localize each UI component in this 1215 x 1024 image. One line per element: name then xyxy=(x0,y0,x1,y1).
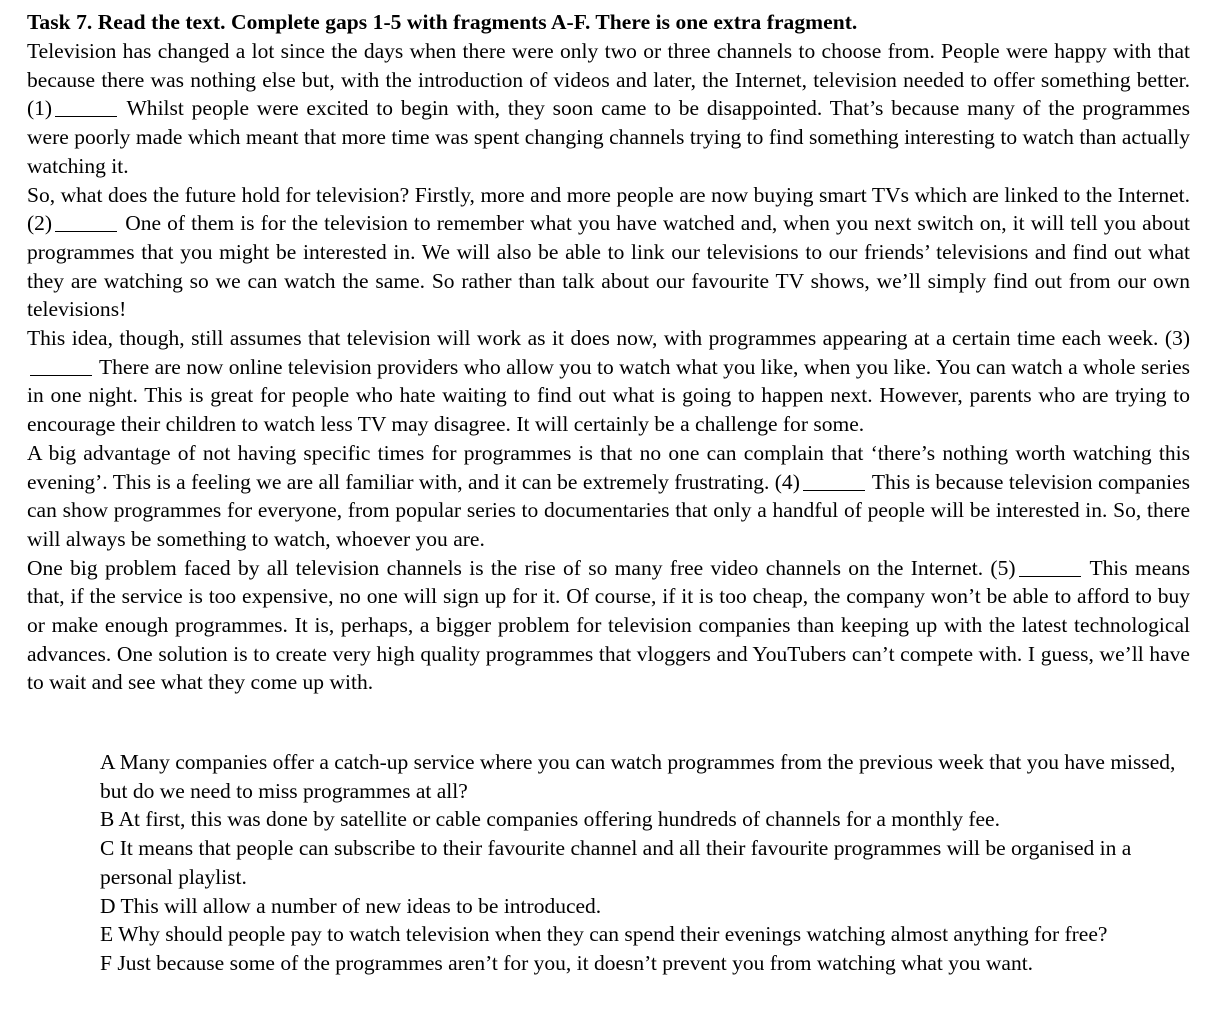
paragraph-5-text-after-gap: This means that, if the service is too expensive, no one will sign up for it. Of course, if it is too cheap, the company won’t be able to afford to buy or make enough programmes. It is, perhaps, a bigger problem for television companies than keeping up with the latest technological advances. One solution is to create very high quality programmes that vloggers and YouTubers can’t compete with. I guess, we’ll have to wait and see what they come up with. xyxy=(27,555,1191,695)
passage-paragraph-4 xyxy=(27,439,1190,554)
passage-paragraph-1 xyxy=(27,37,1190,181)
reading-passage xyxy=(27,37,1190,697)
fragment-option-a[interactable]: A Many companies offer a catch-up service where you can watch programmes from the previous week that you have missed, but do we need to miss programmes at all? xyxy=(100,750,1176,803)
paragraph-2-text-before-gap: So, what does the future hold for television? Firstly, more and more people are now buying smart TVs which are linked to the Internet. (2) xyxy=(27,182,1190,236)
gap-blank-1[interactable] xyxy=(55,116,117,117)
paragraph-3-text-before-gap: This idea, though, still assumes that television will work as it does now, with programmes appearing at a certain time each week. (3) xyxy=(27,326,1190,351)
fragment-option-e[interactable]: E Why should people pay to watch television when they can spend their evenings watching almost anything for free? xyxy=(100,922,1108,947)
gap-blank-2[interactable] xyxy=(55,231,117,232)
page-title: Task 7. Read the text. Complete gaps 1-5 with fragments A-F. There is one extra fragment. xyxy=(27,10,858,34)
fragment-options-list xyxy=(100,748,1190,978)
paragraph-5-text-before-gap: One big problem faced by all television channels is the rise of so many free video channels on the Internet. (5) xyxy=(27,555,1016,580)
fragment-option-c[interactable]: C It means that people can subscribe to their favourite channel and all their favourite programmes will be organised in a personal playlist. xyxy=(100,836,1132,889)
paragraph-4-text-after-gap: This is because television companies can show programmes for everyone, from popular series to documentaries that only a handful of people will be interested in. So, there will always be something to watch, whoever you are. xyxy=(27,469,1191,551)
paragraph-4-text-before-gap: A big advantage of not having specific times for programmes is that no one can complain that ‘there’s nothing worth watching this evening’. This is a feeling we are all familiar with, and it can be extremely frustrating. (4) xyxy=(27,440,1190,494)
fragment-option-b[interactable]: B At first, this was done by satellite or cable companies offering hundreds of channels for a monthly fee. xyxy=(100,807,1000,832)
passage-paragraph-5 xyxy=(27,554,1190,698)
fragment-option-f[interactable]: F Just because some of the programmes aren’t for you, it doesn’t prevent you from watching what you want. xyxy=(100,950,1034,975)
paragraph-2-text-after-gap: One of them is for the television to remember what you have watched and, when you next switch on, it will tell you about programmes that you might be interested in. We will also be able to link our televisions to our friends’ televisions and find out what they are watching so we can watch the same. So rather than talk about our favourite TV shows, we’ll simply find out from our own televisions! xyxy=(27,211,1190,322)
paragraph-1-text-after-gap: Whilst people were excited to begin with, they soon came to be disappointed. That’s because many of the programmes were poorly made which meant that more time was spent changing channels trying to find something interesting to watch than actually watching it. xyxy=(27,96,1190,178)
paragraph-1-text-before-gap: Television has changed a lot since the days when there were only two or three channels to choose from. People were happy with that because there was nothing else but, with the introduction of videos and later, the Internet, television needed to offer something better. (1) xyxy=(27,39,1190,121)
gap-blank-4[interactable] xyxy=(803,490,865,491)
gap-blank-5[interactable] xyxy=(1019,576,1081,577)
gap-blank-3[interactable] xyxy=(30,375,92,376)
paragraph-3-text-after-gap: There are now online television providers who allow you to watch what you like, when you like. You can watch a whole series in one night. This is great for people who hate waiting to find out what is going to happen next. However, parents who are trying to encourage their children to watch less TV may disagree. It will certainly be a challenge for some. xyxy=(27,354,1191,437)
passage-paragraph-2 xyxy=(27,181,1190,325)
passage-paragraph-3 xyxy=(27,324,1190,439)
fragment-option-d[interactable]: D This will allow a number of new ideas to be introduced. xyxy=(100,893,602,918)
